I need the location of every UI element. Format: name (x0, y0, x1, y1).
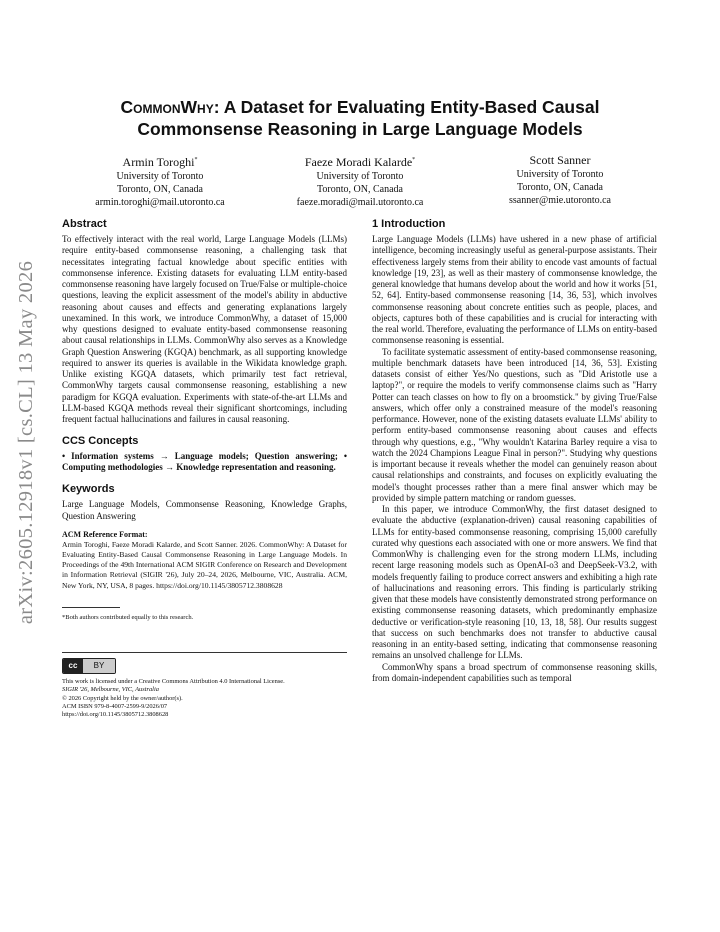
author-2 (260, 153, 460, 210)
author-1 (60, 153, 260, 210)
author-location: Toronto, ON, Canada (517, 182, 603, 194)
author-name: Scott Sanner (529, 153, 591, 167)
introduction-heading: 1 Introduction (372, 218, 446, 230)
intro-paragraph-2: To facilitate systematic assessment of entity-based commonsense reasoning, multiple benchmark datasets have been introduced [14, 36, 53]. Existing datasets consist of either Yes/No questions, such as "Did Aristotle use a laptop?", or require the models to verify commonsense claims such as "Harry Potter can teach classes on how to fly on a broomstick." by giving True/False answers, which offer only a constrained measure of the model's reasoning performance. However, none of the existing datasets evaluate LLMs' ability to perform entity-based commonsense reasoning about causes and effects through why questions, e.g., "Why wouldn't Katarina Barley require a visa to watch the 2024 Champions League Final in person?". Studying why questions is important because it reveals whether the model can genuinely reason about causal relationships and constraints, and focuses on explicitly evaluating the model's thought processes rather than a mere final answer which may be provided by simple pattern matching or random guesses. (372, 346, 657, 503)
license-line: This work is licensed under a Creative Commons Attribution 4.0 International License. (62, 677, 285, 685)
paper-title (60, 96, 660, 140)
author-name: Armin Toroghi (122, 155, 195, 169)
cc-icon: cc (63, 659, 83, 673)
author-email: faeze.moradi@mail.utoronto.ca (296, 197, 424, 209)
license-block (62, 678, 347, 720)
title-line-1 (60, 96, 660, 118)
reference-format-heading: ACM Reference Format: (62, 529, 148, 539)
by-icon: BY (83, 659, 115, 673)
keywords-text: Large Language Models, Commonsense Reasoning, Knowledge Graphs, Question Answering (62, 499, 347, 521)
intro-paragraph-1: Large Language Models (LLMs) have ushered in a new phase of artificial intelligence, becoming increasingly useful as general-purpose assistants. Their effectiveness largely stems from their ability to encode vast amounts of factual knowledge [19, 23], as well as their mastery of commonsense knowledge, the general knowledge that humans develop about the world and how it works [51, 52, 64]. Entity-based commonsense reasoning [14, 36, 53], which involves commonsense reasoning about concrete entities such as people, places, and objects, captures both of these capabilities and is crucial for interacting with the real world. Therefore, evaluating the performance of LLMs on entity-based commonsense reasoning is essential. (372, 234, 657, 346)
doi-line: https://doi.org/10.1145/3805712.3808628 (62, 711, 169, 719)
equal-contribution-mark: * (412, 157, 416, 163)
author-affiliation: University of Toronto (316, 171, 404, 182)
author-location: Toronto, ON, Canada (117, 184, 203, 196)
copyright-line: © 2026 Copyright held by the owner/author(s). (62, 694, 183, 702)
author-affiliation: University of Toronto (516, 169, 604, 180)
author-block (60, 153, 660, 210)
footnote-rule (62, 607, 120, 608)
author-name: Faeze Moradi Kalarde (304, 155, 413, 169)
venue-line: SIGIR '26, Melbourne, VIC, Australia (62, 686, 159, 694)
license-rule (62, 652, 347, 653)
right-column (372, 218, 657, 684)
author-3 (460, 153, 660, 210)
isbn-line: ACM ISBN 979-8-4007-2599-9/2026/07 (62, 702, 168, 710)
abstract-text: To effectively interact with the real world, Large Language Models (LLMs) require entity-based commonsense reasoning, a challenging task that necessitates integrating factual knowledge about specific entities with commonsense inference. Existing datasets for evaluating LLM entity-based commonsense reasoning have largely focused on True/False or multiple-choice questions, leaving the explicit assessment of the model's ability in abductive reasoning about causes and effects and generating explanations largely unexamined. In this work, we introduce CommonWhy, a dataset of 15,000 why questions designed to evaluate entity-based commonsense reasoning about causal relationships in LLMs. CommonWhy also serves as a Knowledge Graph Question Answering (KGQA) benchmark, as all supporting knowledge required to answer its queries is available in the Wikidata knowledge graph. Unlike existing KGQA datasets, which primarily test fact retrieval, CommonWhy targets causal commonsense reasoning, establishing a new paradigm for KGQA evaluation. Experiments with state-of-the-art LLMs and LLM-based KGQA methods reveal their significant shortcomings, including frequent factual hallucinations and failures in causal reasoning. (62, 234, 347, 424)
intro-paragraph-3: In this paper, we introduce CommonWhy, the first dataset designed to evaluate the abductive (explanation-driven) causal reasoning capabilities of LLMs for entity-based commonsense reasoning, comprising 15,000 carefully curated why questions each associated with one or more answers. We find that CommonWhy is challenging even for the strong modern LLMs, including recent large reasoning models such as OpenAI-o3 and DeepSeek-V3.2, with models frequently failing to produce correct answers and exhibiting a high rate of hallucinations and reasoning errors. This finding is particularly striking given that these models have consistently demonstrated strong performance on existing commonsense reasoning datasets, which predominantly emphasize deductive or verification-style reasoning [10, 13, 18, 58]. Our results suggest that success on such benchmarks does not transfer to abductive causal reasoning in an entity-based setting, indicating that commonsense reasoning remains an unsolved challenge for LLMs. (372, 504, 657, 661)
ccs-heading: CCS Concepts (62, 435, 139, 448)
keywords-heading: Keywords (62, 483, 115, 496)
arxiv-identifier-sidebar (4, 232, 50, 652)
author-email: armin.toroghi@mail.utoronto.ca (95, 197, 225, 209)
reference-format-text: Armin Toroghi, Faeze Moradi Kalarde, and Scott Sanner. 2026. CommonWhy: A Dataset for Evaluating Entity-Based Causal Commonsense Reasoning in Large Language Models. In Proceedings of the 49th International ACM SIGIR Conference on Research and Development in Information Retrieval (SIGIR '26), July 20–24, 2026, Melbourne, VIC, Australia. ACM, New York, NY, USA, 8 pages. https://doi.org/10.1145/3805712.3808628 (62, 539, 347, 590)
left-column (62, 218, 347, 720)
abstract-heading: Abstract (62, 218, 107, 230)
arxiv-id: arXiv:2605.12918v1 [cs.CL] 13 May 2026 (15, 260, 38, 624)
intro-paragraph-4: CommonWhy spans a broad spectrum of commonsense reasoning skills, from domain-independent capabilities such as temporal (372, 661, 657, 683)
dataset-name: CommonWhy (120, 97, 214, 117)
title-line-2: Commonsense Reasoning in Large Language Models (137, 119, 583, 139)
ccs-concepts: • Information systems → Language models; Question answering; • Computing methodologies → Knowledge representation and reasoning. (62, 451, 347, 473)
author-location: Toronto, ON, Canada (317, 184, 403, 196)
title-rest: : A Dataset for Evaluating Entity-Based Causal (213, 97, 600, 117)
equal-contribution-mark: * (194, 157, 198, 163)
author-affiliation: University of Toronto (116, 171, 204, 182)
author-email: ssanner@mie.utoronto.ca (509, 195, 611, 207)
cc-by-badge (62, 658, 116, 674)
footnote: *Both authors contributed equally to this research. (62, 613, 194, 621)
